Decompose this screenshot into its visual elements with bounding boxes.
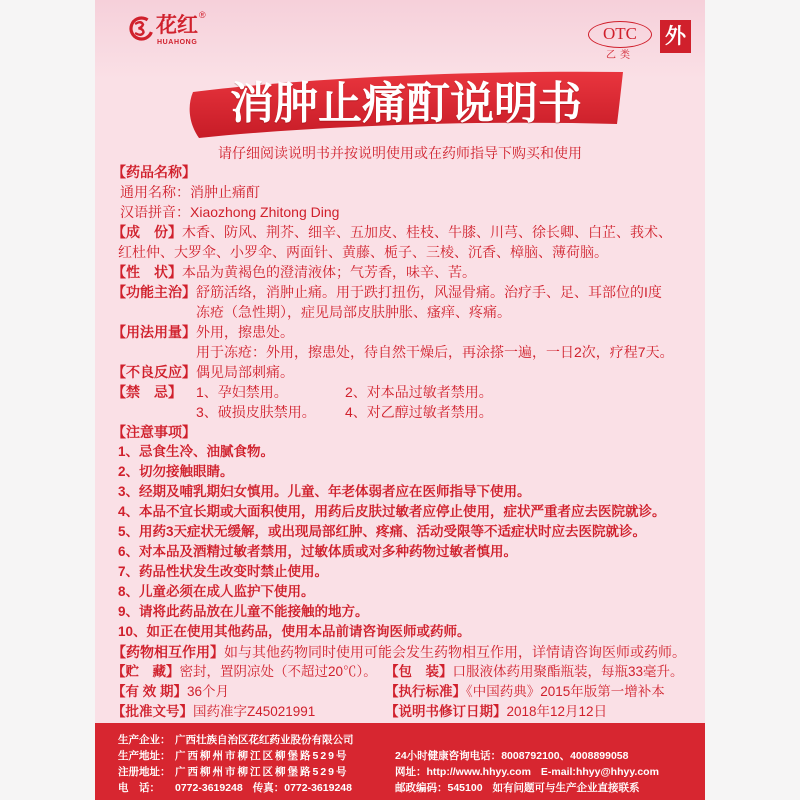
postcode-value: 545100 [447, 782, 483, 794]
contraindication-item: 1、孕妇禁用。 [196, 384, 288, 400]
dosage-line [112, 342, 702, 362]
dosage-line [112, 322, 702, 342]
phone-label: 电 话： [118, 782, 160, 794]
email-value: hhyy@hhyy.com [575, 766, 659, 778]
indications-line [112, 302, 702, 322]
adverse-reactions-text: 偶见局部刺痛。 [196, 364, 294, 380]
email-label: E-mail: [540, 766, 576, 778]
shelf-life-text: 36个月 [187, 684, 230, 699]
precaution-item: 4、本品不宜长期或大面积使用，用药后皮肤过敏者应停止使用，症状严重者应去医院就诊。 [118, 504, 666, 519]
indications-line [112, 282, 702, 302]
website-label: 网址： [395, 766, 427, 778]
drug-name-heading-line [112, 162, 702, 182]
pinyin-label: 汉语拼音： [120, 204, 190, 220]
production-address-label: 生产地址： [118, 750, 171, 762]
interactions-line [112, 642, 702, 662]
brand-name: 花红 [156, 14, 198, 37]
section-heading: 【批准文号】 [112, 704, 193, 719]
section-heading: 【药物相互作用】 [112, 644, 224, 660]
production-address-value: 广西柳州市柳江区柳堡路529号 [175, 750, 349, 762]
storage-package-line [112, 662, 702, 682]
dosage-text: 外用，擦患处。 [196, 324, 294, 340]
precaution-item: 6、对本品及酒精过敏者禁用，过敏体质或对多种药物过敏者慎用。 [118, 544, 518, 559]
pinyin-value: Xiaozhong Zhitong Ding [190, 204, 340, 220]
properties-line [112, 262, 702, 282]
section-heading: 【包 装】 [385, 664, 453, 679]
footer-row [118, 732, 705, 748]
indications-text: 冻疮（急性期），症见局部皮肤肿胀、瘙痒、疼痛。 [196, 304, 511, 320]
hotline-label: 24小时健康咨询电话： [395, 750, 502, 762]
precaution-item: 2、切勿接触眼睛。 [118, 464, 234, 479]
pinyin-line [112, 202, 702, 222]
manufacturer-footer [95, 723, 705, 800]
ingredients-line [112, 242, 702, 262]
generic-name-label: 通用名称： [120, 184, 190, 200]
instruction-leaflet [95, 0, 705, 800]
precaution-item: 3、经期及哺乳期妇女慎用。儿童、年老体弱者应在医师指导下使用。 [118, 484, 531, 499]
generic-name-line [112, 182, 702, 202]
section-heading: 【功能主治】 [112, 284, 196, 300]
otc-class-label: 乙类 [606, 50, 634, 61]
ingredients-text: 木香、防风、荆芥、细辛、五加皮、桂枝、牛膝、川芎、徐长卿、白芷、莪术、 [182, 224, 672, 240]
contraindications-line [112, 382, 702, 402]
footer-row [118, 780, 705, 796]
approval-number: 国药准字Z45021991 [193, 704, 316, 719]
postcode-label: 邮政编码： [395, 782, 448, 794]
manufacturer-label: 生产企业： [118, 734, 171, 746]
section-heading: 【注意事项】 [112, 424, 196, 440]
brand-latin-name: HUAHONG [157, 39, 198, 46]
revision-date: 2018年12月12日 [506, 704, 608, 719]
interactions-text: 如与其他药物同时使用可能会发生药物相互作用，详情请咨询医师或药师。 [224, 644, 686, 660]
precaution-item: 10、如正在使用其他药品，使用本品前请咨询医师或药师。 [118, 624, 471, 639]
contraindication-item: 2、对本品过敏者禁用。 [345, 384, 493, 400]
generic-name-value: 消肿止痛酊 [190, 184, 260, 200]
footer-row [118, 748, 705, 764]
section-heading: 【用法用量】 [112, 324, 196, 340]
precaution-item: 5、用药3天症状无缓解，或出现局部红肿、疼痛、活动受限等不适症状时应去医院就诊。 [118, 524, 647, 539]
section-heading: 【成 份】 [112, 224, 182, 240]
precautions-heading-line [112, 422, 702, 442]
storage-text: 密封，置阴凉处（不超过20℃）。 [179, 664, 377, 679]
hotline-value: 8008792100、4008899058 [501, 750, 629, 762]
registered-mark: ® [199, 10, 206, 20]
fax-value: 0772-3619248 [284, 782, 352, 794]
registered-address-label: 注册地址： [118, 766, 171, 778]
section-heading: 【性 状】 [112, 264, 182, 280]
contraindication-item: 4、对乙醇过敏者禁用。 [345, 404, 493, 420]
otc-oval-icon: OTC [588, 21, 652, 48]
contact-note: 如有问题可与生产企业直接联系 [492, 782, 640, 794]
external-use-badge: 外 [660, 20, 691, 53]
phone-value: 0772-3619248 [175, 782, 243, 794]
precaution-item: 8、儿童必须在成人监护下使用。 [118, 584, 315, 599]
section-heading: 【药品名称】 [112, 164, 196, 180]
precaution-item: 7、药品性状发生改变时禁止使用。 [118, 564, 329, 579]
precaution-item: 1、忌食生冷、油腻食物。 [118, 444, 275, 459]
precaution-item: 9、请将此药品放在儿童不能接触的地方。 [118, 604, 369, 619]
indications-text: 舒筋活络，消肿止痛。用于跌打扭伤，风湿骨痛。治疗手、足、耳部位的I度 [196, 284, 662, 300]
fax-label: 传真： [252, 782, 285, 794]
section-heading: 【贮 藏】 [112, 664, 180, 679]
contraindication-item: 3、破损皮肤禁用。 [196, 404, 316, 420]
website-value: http://www.hhyy.com [426, 766, 531, 778]
dosage-text: 用于冻疮：外用，擦患处，待自然干燥后，再涂搽一遍，一日2次，疗程7天。 [196, 344, 674, 360]
leaflet-body [112, 162, 702, 722]
approval-revision-line [112, 702, 702, 722]
registered-address-value: 广西柳州市柳江区柳堡路529号 [175, 766, 349, 778]
ingredients-line [112, 222, 702, 242]
section-heading: 【执行标准】 [385, 684, 466, 699]
standard-text: 《中国药典》2015年版第一增补本 [466, 684, 665, 699]
footer-row [118, 764, 705, 780]
ingredients-text: 红杜仲、大罗伞、小罗伞、两面针、黄藤、栀子、三棱、沉香、樟脑、薄荷脑。 [118, 244, 608, 260]
manufacturer-value: 广西壮族自治区花红药业股份有限公司 [175, 734, 354, 746]
reading-notice: 请仔细阅读说明书并按说明使用或在药师指导下购买和使用 [218, 145, 582, 161]
section-heading: 【有 效 期】 [112, 684, 188, 699]
shelf-life-standard-line [112, 682, 702, 702]
properties-text: 本品为黄褐色的澄清液体；气芳香，味辛、苦。 [182, 264, 476, 280]
document-title: 消肿止痛酊说明书 [230, 79, 582, 128]
package-text: 口服液体药用聚酯瓶装，每瓶33毫升。 [452, 664, 684, 679]
adverse-reactions-line [112, 362, 702, 382]
section-heading: 【禁 忌】 [112, 384, 182, 400]
section-heading: 【不良反应】 [112, 364, 196, 380]
contraindications-line [112, 402, 702, 422]
section-heading: 【说明书修订日期】 [385, 704, 507, 719]
